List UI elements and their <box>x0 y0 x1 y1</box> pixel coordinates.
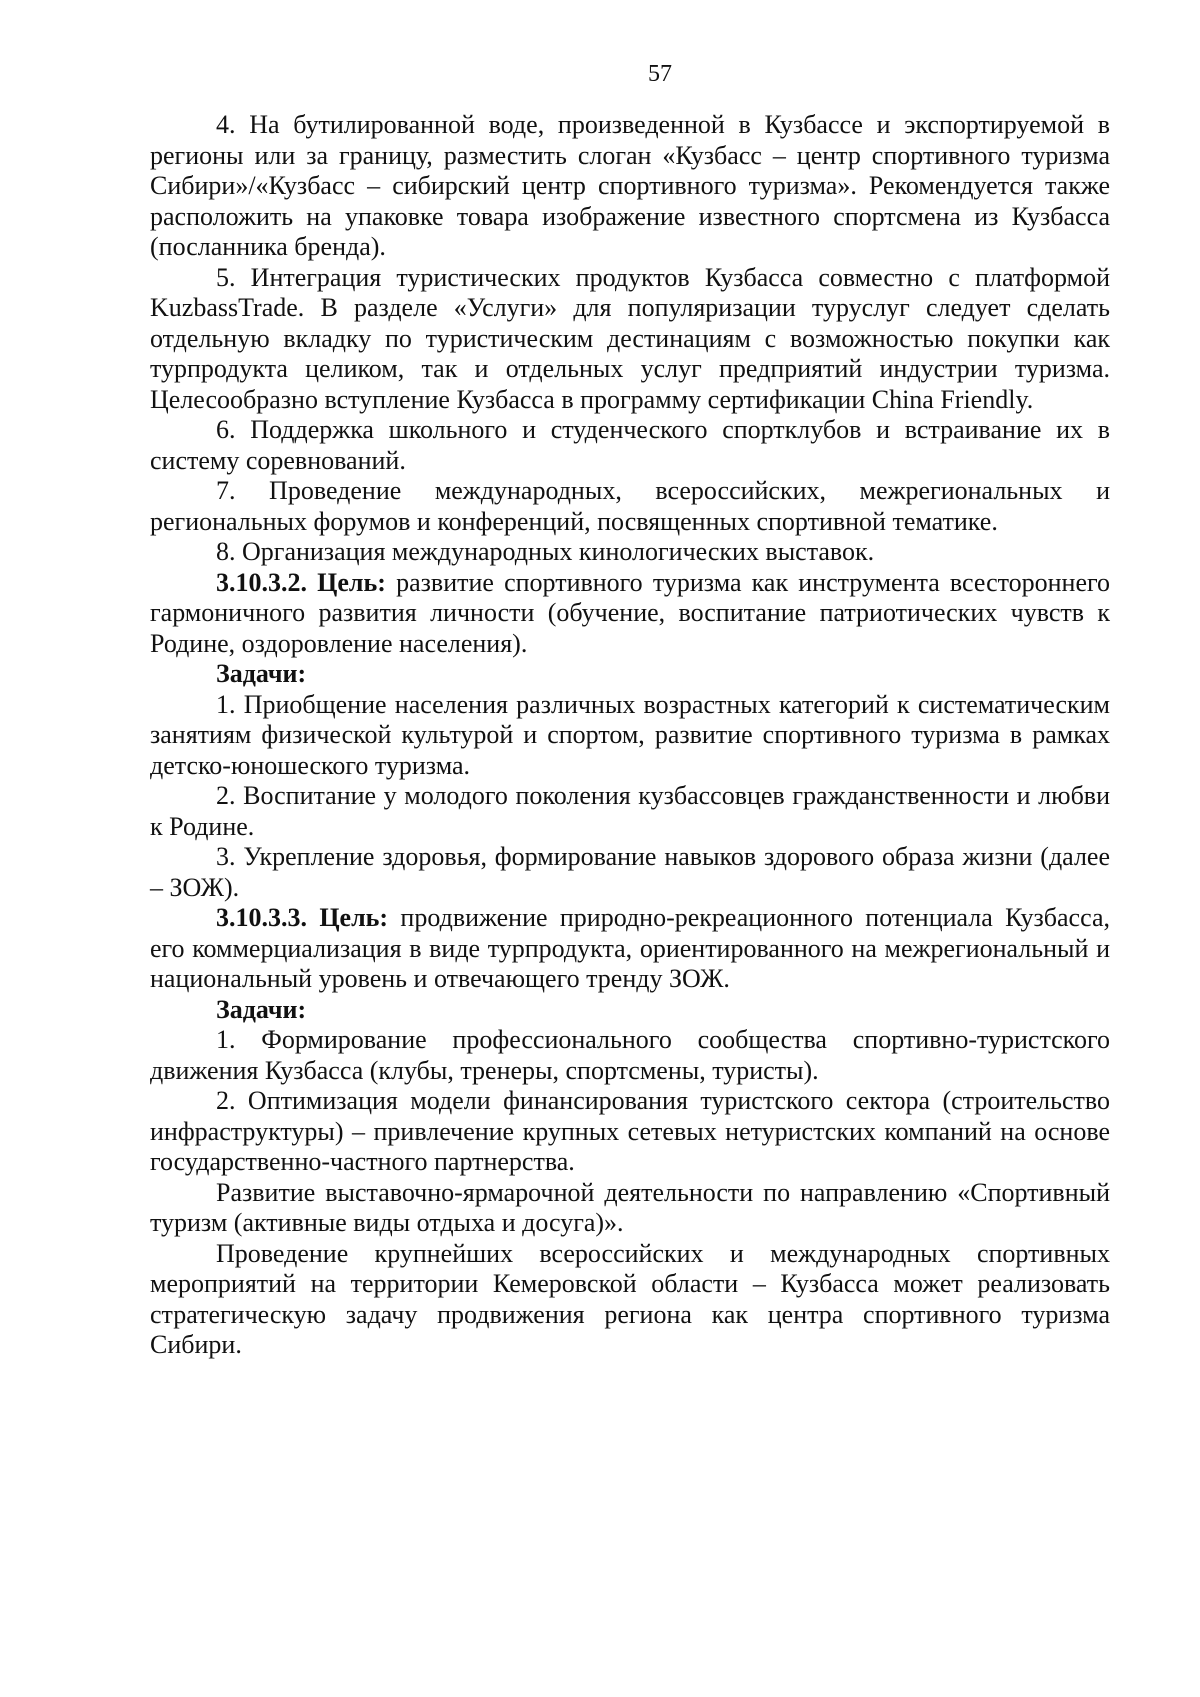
goal-paragraph-3-10-3-2 <box>150 568 1110 660</box>
goal-text: продвижение природно-рекреационного потенциала Кузбасса, его коммерциализация в виде турпродукта, ориентированного на межрегиональный и национальный уровень и отвечающего тренду ЗОЖ. <box>150 903 1110 993</box>
paragraph-item-7: 7. Проведение международных, всероссийских, межрегиональных и региональных форумов и конференций, посвященных спортивной тематике. <box>150 476 1110 536</box>
goal-number: 3.10.3.3. <box>216 903 307 932</box>
tasks-heading: Задачи: <box>216 994 307 1024</box>
goal-text: развитие спортивного туризма как инструмента всестороннего гармоничного развития личности (обучение, воспитание патриотических чувств к Родине, оздоровление населения). <box>150 567 1111 658</box>
paragraph-conclusion: Проведение крупнейших всероссийских и международных спортивных мероприятий на территории Кемеровской области – Кузбасса может реализовать стратегическую задачу продвижения региона как центра спортивного туризма Сибири. <box>150 1238 1110 1359</box>
goal-label: Цель: <box>319 903 389 932</box>
task-item-1: 1. Приобщение населения различных возрастных категорий к систематическим занятиям физической культурой и спортом, развитие спортивного туризма в рамках детско-юношеского туризма. <box>150 689 1110 780</box>
task-item-3: 3. Укрепление здоровья, формирование навыков здорового образа жизни (далее – ЗОЖ). <box>150 842 1110 902</box>
task-item-2: 2. Воспитание у молодого поколения кузбассовцев гражданственности и любви к Родине. <box>150 781 1110 841</box>
task-item-1: 1. Формирование профессионального сообщества спортивно-туристского движения Кузбасса (клубы, тренеры, спортсмены, туристы). <box>150 1025 1110 1085</box>
goal-paragraph-3-10-3-3 <box>150 903 1110 995</box>
paragraph-item-6: 6. Поддержка школьного и студенческого спортклубов и встраивание их в систему соревнований. <box>150 415 1110 475</box>
goal-number: 3.10.3.2. <box>216 567 307 597</box>
tasks-heading: Задачи: <box>216 659 307 688</box>
page-number: 57 <box>648 61 672 87</box>
paragraph-item-4: 4. На бутилированной воде, произведенной в Кузбассе и экспортируемой в регионы или за границу, разместить слоган «Кузбасс – центр спортивного туризма Сибири»/«Кузбасс – сибирский центр спортивного туризма». Рекомендуется также расположить на упаковке товара изображение известного спортсмена из Кузбасса (посланника бренда). <box>150 110 1110 261</box>
paragraph-item-8: 8. Организация международных кинологических выставок. <box>216 537 875 566</box>
task-item-2: 2. Оптимизация модели финансирования туристского сектора (строительство инфраструктуры) – привлечение крупных сетевых нетуристских компаний на основе государственно-частного партнерства. <box>150 1086 1110 1176</box>
paragraph-exhibitions: Развитие выставочно-ярмарочной деятельности по направлению «Спортивный туризм (активные виды отдыха и досуга)». <box>150 1177 1110 1237</box>
paragraph-item-5: 5. Интеграция туристических продуктов Кузбасса совместно с платформой KuzbassTrade. В разделе «Услуги» для популяризации туруслуг следует сделать отдельную вкладку по туристическим дестинациям с возможностью покупки как турпродукта целиком, так и отдельных услуг предприятий индустрии туризма. Целесообразно вступление Кузбасса в программу сертификации China Friendly. <box>150 262 1110 414</box>
goal-label: Цель: <box>317 567 386 597</box>
